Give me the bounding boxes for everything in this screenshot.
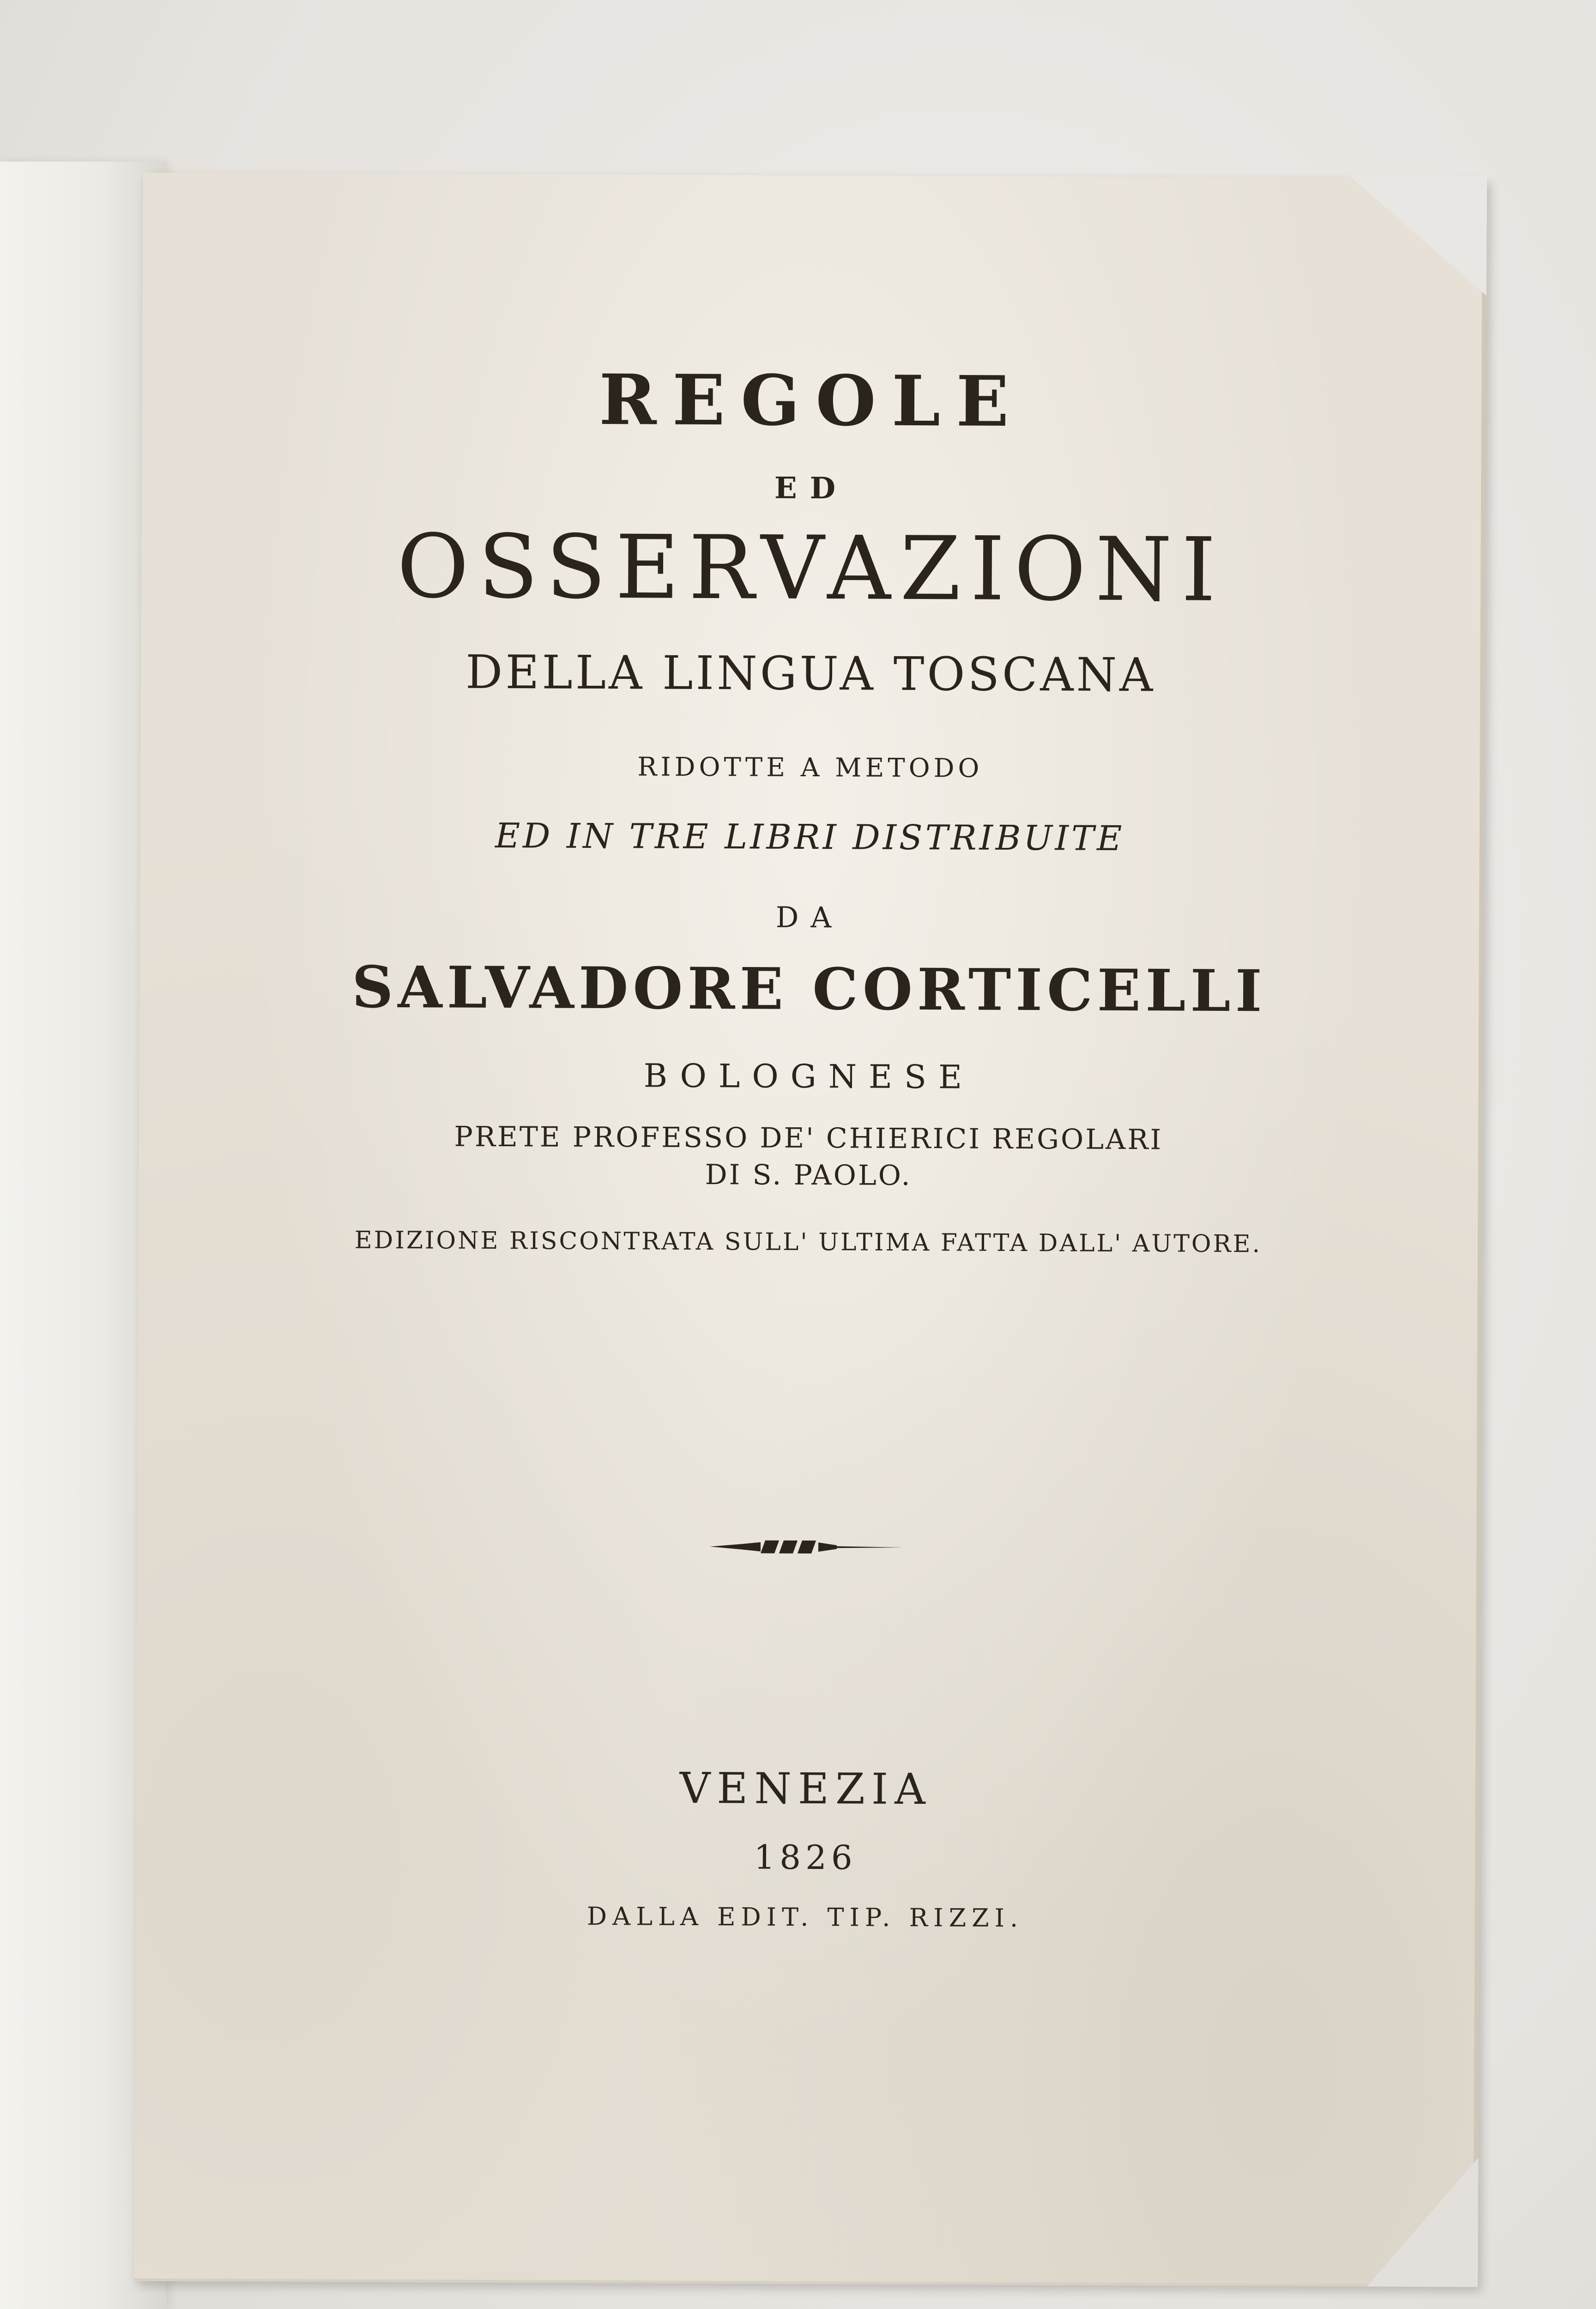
edition-note: EDIZIONE RISCONTRATA SULL' ULTIMA FATTA DALL' AUTORE.	[354, 1226, 1262, 1258]
title-page-text	[134, 173, 1482, 2285]
author-role-line-2: DI S. PAOLO.	[705, 1159, 912, 1192]
subtitle: DELLA LINGUA TOSCANA	[465, 645, 1156, 702]
printer-ornament-icon	[710, 1533, 904, 1563]
author-name: SALVADORE CORTICELLI	[351, 954, 1267, 1025]
title-page	[134, 173, 1487, 2287]
author-role-line-1: PRETE PROFESSO DE' CHIERICI REGOLARI	[454, 1120, 1163, 1156]
title-line-1: REGOLE	[598, 359, 1025, 443]
method-line: RIDOTTE A METODO	[637, 752, 983, 784]
distribution-line: ED IN TRE LIBRI DISTRIBUITE	[495, 816, 1125, 858]
title-line-2: OSSERVAZIONI	[397, 515, 1226, 621]
imprint-city: VENEZIA	[679, 1763, 932, 1814]
title-conjunction: ED	[774, 471, 849, 506]
imprint-year: 1826	[754, 1838, 857, 1877]
imprint-printer: DALLA EDIT. TIP. RIZZI.	[586, 1901, 1024, 1933]
author-origin: BOLOGNESE	[643, 1057, 974, 1096]
by-label: DA	[775, 900, 844, 935]
